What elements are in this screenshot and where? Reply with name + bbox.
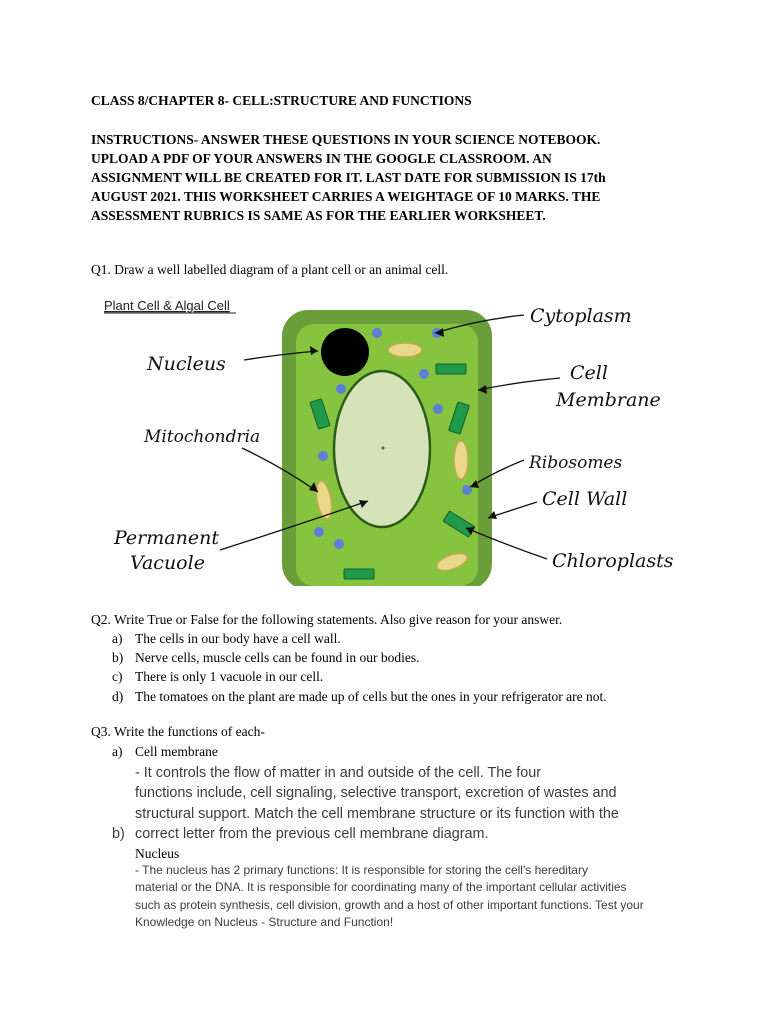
q3a-line: structural support. Match the cell membrane structure or its function with the	[135, 805, 619, 822]
q3a-text: - It controls the flow of matter in and outside of the cell. The four	[135, 764, 542, 781]
list-marker: c)	[112, 669, 123, 685]
label-vacuole-line2: Vacuole	[130, 552, 205, 574]
q3a-marker: a)	[112, 744, 123, 759]
instructions-line: UPLOAD A PDF OF YOUR ANSWERS IN THE GOOGLE CLASSROOM. AN	[91, 151, 552, 166]
q3b-line: such as protein synthesis, cell division, growth and a host of other important functions. Test your	[135, 897, 644, 912]
list-item	[112, 687, 607, 706]
q3b-answer	[135, 845, 695, 931]
q3a-lead: Cell membrane	[135, 744, 218, 759]
q3b-line-1	[135, 845, 695, 879]
list-item-text: The cells in our body have a cell wall.	[135, 631, 341, 646]
label-membrane-line1: Cell	[570, 362, 608, 384]
instructions-block	[91, 130, 691, 225]
list-item	[112, 648, 607, 667]
question-2: Q2. Write True or False for the following statements. Also give reason for your answer.	[91, 612, 563, 627]
list-item	[112, 629, 607, 648]
list-item-text: There is only 1 vacuole in our cell.	[135, 669, 324, 685]
list-item-text: Nerve cells, muscle cells can be found in our bodies.	[135, 650, 420, 666]
label-mitochondria: Mitochondria	[144, 427, 261, 447]
instructions-line: ASSIGNMENT WILL BE CREATED FOR IT. LAST DATE FOR SUBMISSION IS 17th	[91, 170, 606, 185]
list-marker: a)	[112, 631, 123, 646]
q3b-marker: b)	[112, 826, 125, 842]
list-marker: d)	[112, 688, 124, 704]
question-1: Q1. Draw a well labelled diagram of a plant cell or an animal cell.	[91, 262, 449, 277]
label-membrane-line2: Membrane	[556, 389, 661, 411]
question-3: Q3. Write the functions of each-	[91, 724, 265, 739]
label-vacuole-line1: Permanent	[114, 527, 219, 549]
q3a-line: functions include, cell signaling, selective transport, excretion of wastes and	[135, 785, 617, 802]
label-chloroplasts: Chloroplasts	[552, 550, 674, 572]
q3a-line: correct letter from the previous cell membrane diagram.	[135, 826, 489, 843]
nucleus-shape	[321, 328, 369, 376]
diagram-heading: Plant Cell & Algal Cell	[104, 298, 230, 313]
q3b-lead: Nucleus	[135, 846, 180, 861]
plant-cell-diagram	[92, 282, 680, 586]
label-ribosomes: Ribosomes	[529, 453, 623, 473]
q3a-line-1	[135, 742, 655, 783]
list-marker: b)	[112, 650, 124, 666]
page-title: CLASS 8/CHAPTER 8- CELL:STRUCTURE AND FUNCTIONS	[91, 93, 472, 108]
q3b-text: - The nucleus has 2 primary functions: It is responsible for storing the cell's hereditary	[135, 863, 588, 878]
label-nucleus: Nucleus	[147, 353, 226, 375]
instructions-line: ASSESSMENT RUBRICS IS SAME AS FOR THE EARLIER WORKSHEET.	[91, 208, 546, 223]
instructions-line: AUGUST 2021. THIS WORKSHEET CARRIES A WEIGHTAGE OF 10 MARKS. THE	[91, 189, 601, 204]
list-item	[112, 667, 607, 686]
question-2-list	[112, 629, 607, 706]
q3b-line: material or the DNA. It is responsible for coordinating many of the important cellular activities	[135, 880, 627, 895]
list-item-text: The tomatoes on the plant are made up of cells but the ones in your refrigerator are not.	[135, 688, 607, 704]
q3a-answer	[135, 742, 655, 845]
instructions-line: INSTRUCTIONS- ANSWER THESE QUESTIONS IN YOUR SCIENCE NOTEBOOK.	[91, 132, 601, 147]
q3b-line: Knowledge on Nucleus - Structure and Function!	[135, 914, 394, 929]
label-cell-wall: Cell Wall	[542, 488, 628, 510]
label-cytoplasm: Cytoplasm	[530, 305, 632, 327]
